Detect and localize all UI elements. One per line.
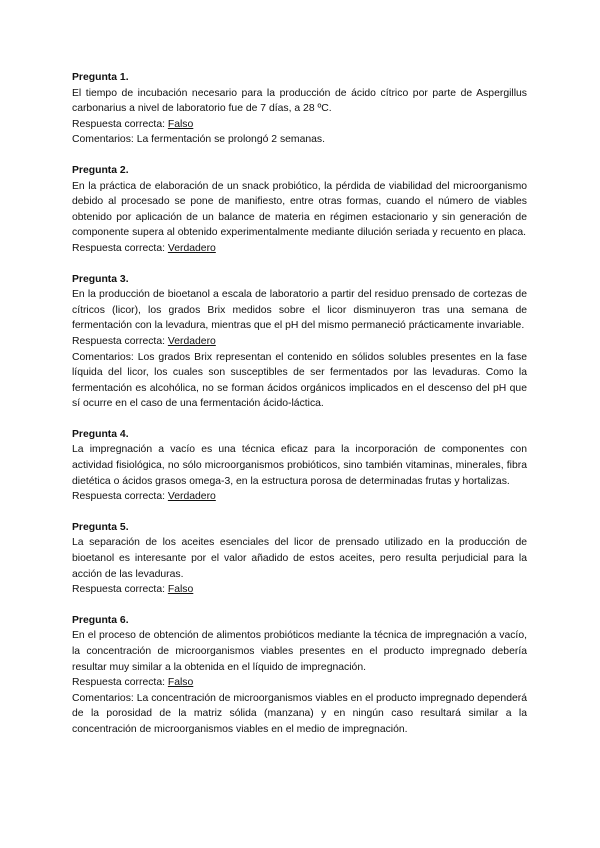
correct-answer	[72, 582, 527, 598]
comment	[72, 350, 527, 412]
comment	[72, 691, 527, 738]
question-title: Pregunta 2.	[72, 164, 129, 176]
answer-prefix: Respuesta correcta:	[72, 242, 168, 254]
question-title: Pregunta 6.	[72, 614, 129, 626]
answer-value: Falso	[167, 677, 194, 689]
question-text: La impregnación a vacío es una técnica eficaz para la incorporación de componentes con actividad fisiológica, no sólo microorganismos probióticos, sino también vitaminas, minerales, fibra dietética o ácidos grasos omega-3, en la estructura porosa de determinadas frutas y hortalizas.	[72, 444, 527, 487]
correct-answer	[72, 241, 527, 257]
question-4	[72, 427, 527, 505]
answer-prefix: Respuesta correcta:	[72, 335, 168, 347]
comment-text: Los grados Brix representan el contenido en sólidos solubles presentes en la fase líquida del licor, los cuales son susceptibles de ser fermentados por las levaduras. Como la fermentación es alcohólica, no se forman ácidos orgánicos implicados en el descenso del pH que sí ocurre en el caso de una fermentación ácido-láctica.	[72, 351, 527, 410]
answer-value: Verdadero	[167, 242, 216, 254]
question-text: En el proceso de obtención de alimentos probióticos mediante la técnica de impregnación a vacío, la concentración de microorganismos viables presentes en el producto impregnado debería resultar muy similar a la obtenida en el líquido de impregnación.	[72, 630, 527, 673]
correct-answer	[72, 489, 527, 505]
question-text: En la práctica de elaboración de un snack probiótico, la pérdida de viabilidad del microorganismo debido al procesado se pone de manifiesto, entre otras formas, cuando el número de viables obtenido por aplicación de un balance de materia en régimen estacionario y sin generación de componente supera al obtenido experimentalmente mediante dilución seriada y recuento en placa.	[72, 180, 527, 239]
comment-prefix: Comentarios:	[72, 134, 137, 146]
question-title: Pregunta 5.	[72, 521, 129, 533]
answer-prefix: Respuesta correcta:	[72, 118, 168, 130]
comment-prefix: Comentarios:	[72, 351, 138, 363]
question-2	[72, 163, 527, 257]
question-text: La separación de los aceites esenciales del licor de prensado utilizado en la producción de bioetanol es interesante por el valor añadido de estos aceites, pero resulta perjudicial para la acción de las levaduras.	[72, 537, 527, 580]
answer-prefix: Respuesta correcta:	[72, 491, 168, 503]
answer-prefix: Respuesta correcta:	[72, 584, 168, 596]
question-5	[72, 520, 527, 598]
answer-value: Falso	[167, 118, 194, 130]
comment-text: La fermentación se prolongó 2 semanas.	[136, 134, 325, 146]
question-title: Pregunta 4.	[72, 428, 129, 440]
question-6	[72, 613, 527, 738]
comment	[72, 132, 527, 148]
correct-answer	[72, 334, 527, 350]
correct-answer	[72, 675, 527, 691]
answer-value: Verdadero	[167, 491, 216, 503]
question-text: El tiempo de incubación necesario para la producción de ácido cítrico por parte de Aspergillus carbonarius a nivel de laboratorio fue de 7 días, a 28 ºC.	[72, 87, 527, 115]
question-title: Pregunta 3.	[72, 273, 129, 285]
answer-value: Verdadero	[167, 335, 216, 347]
question-3	[72, 272, 527, 412]
answer-prefix: Respuesta correcta:	[72, 677, 168, 689]
answer-value: Falso	[167, 584, 194, 596]
correct-answer	[72, 117, 527, 133]
question-title: Pregunta 1.	[72, 72, 129, 83]
document-page	[72, 70, 527, 753]
comment-text: La concentración de microorganismos viables en el producto impregnado dependerá de la porosidad de la matriz sólida (manzana) y en ningún caso resultará similar a la concentración de microorganismos viables en el medio de impregnación.	[72, 692, 528, 735]
question-text: En la producción de bioetanol a escala de laboratorio a partir del residuo prensado de cortezas de cítricos (licor), los grados Brix medidos sobre el licor disminuyeron tras una semana de fermentación con la levadura, mientras que el pH del mismo permaneció prácticamente invariable.	[72, 289, 527, 332]
question-1	[72, 70, 527, 148]
comment-prefix: Comentarios:	[72, 692, 137, 704]
